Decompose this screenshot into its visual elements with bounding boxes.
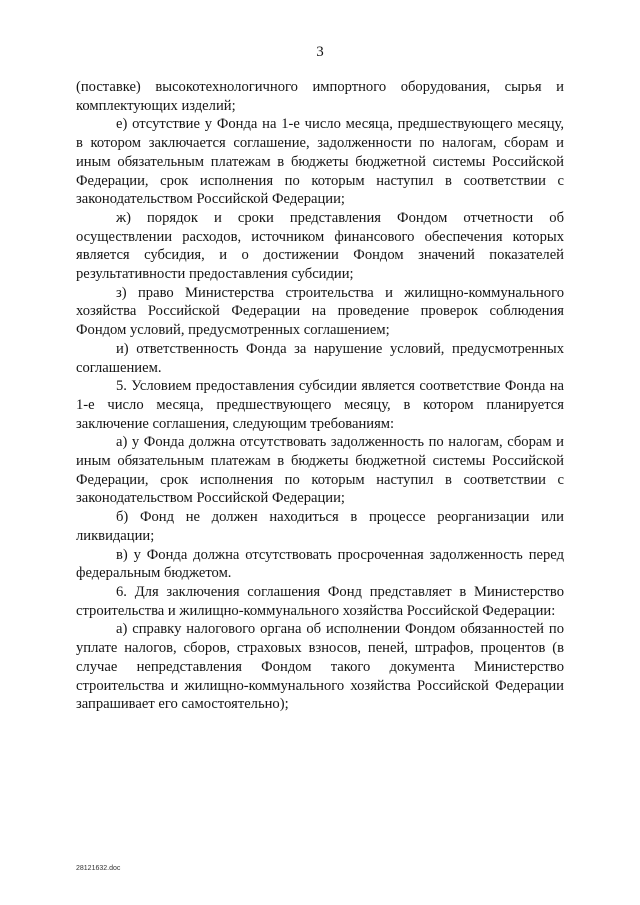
- paragraph-item-i: и) ответственность Фонда за нарушение условий, предусмотренных соглашением.: [76, 340, 564, 376]
- page-number: 3: [316, 44, 324, 60]
- footer-filename: 28121632.doc: [76, 865, 121, 872]
- paragraph-item-e: е) отсутствие у Фонда на 1-е число месяца, предшествующего месяцу, в котором заключается соглашение, задолженности по налогам, сборам и иным обязательным платежам в бюджеты бюджетной системы Российской Федерации, срок исполнения по которым наступил в соответствии с законодательством Российской Федерации;: [76, 116, 564, 208]
- paragraph-section-5-item-b: б) Фонд не должен находиться в процессе реорганизации или ликвидации;: [76, 509, 564, 544]
- document-body: [76, 78, 564, 714]
- paragraph-continuation: (поставке) высокотехнологичного импортного оборудования, сырья и комплектующих изделий;: [76, 79, 564, 114]
- paragraph-section-6-item-a: а) справку налогового органа об исполнении Фондом обязанностей по уплате налогов, сборов, страховых взносов, пеней, штрафов, процентов (в случае непредставления Фондом такого документа Министерство строительства и жилищно-коммунального хозяйства Российской Федерации запрашивает его самостоятельно);: [76, 621, 564, 713]
- paragraph-section-5: 5. Условием предоставления субсидии является соответствие Фонда на 1-е число месяца, предшествующего месяцу, в котором планируется заключение соглашения, следующим требованиям:: [76, 378, 564, 432]
- paragraph-section-5-item-a: а) у Фонда должна отсутствовать задолженность по налогам, сборам и иным обязательным платежам в бюджеты бюджетной системы Российской Федерации, срок исполнения по которым наступил в соответствии с законодательством Российской Федерации;: [76, 434, 564, 507]
- paragraph-section-6: 6. Для заключения соглашения Фонд представляет в Министерство строительства и жилищно-коммунального хозяйства Российской Федерации:: [76, 583, 564, 619]
- paragraph-item-z: з) право Министерства строительства и жилищно-коммунального хозяйства Российской Федерации на проведение проверок соблюдения Фондом условий, предусмотренных соглашением;: [76, 284, 564, 339]
- paragraph-item-zh: ж) порядок и сроки представления Фондом отчетности об осуществлении расходов, источником финансового обеспечения которых является субсидия, и о достижении Фондом значений показателей результативности предоставления субсидии;: [76, 209, 564, 283]
- paragraph-section-5-item-v: в) у Фонда должна отсутствовать просроченная задолженность перед федеральным бюджетом.: [76, 546, 564, 582]
